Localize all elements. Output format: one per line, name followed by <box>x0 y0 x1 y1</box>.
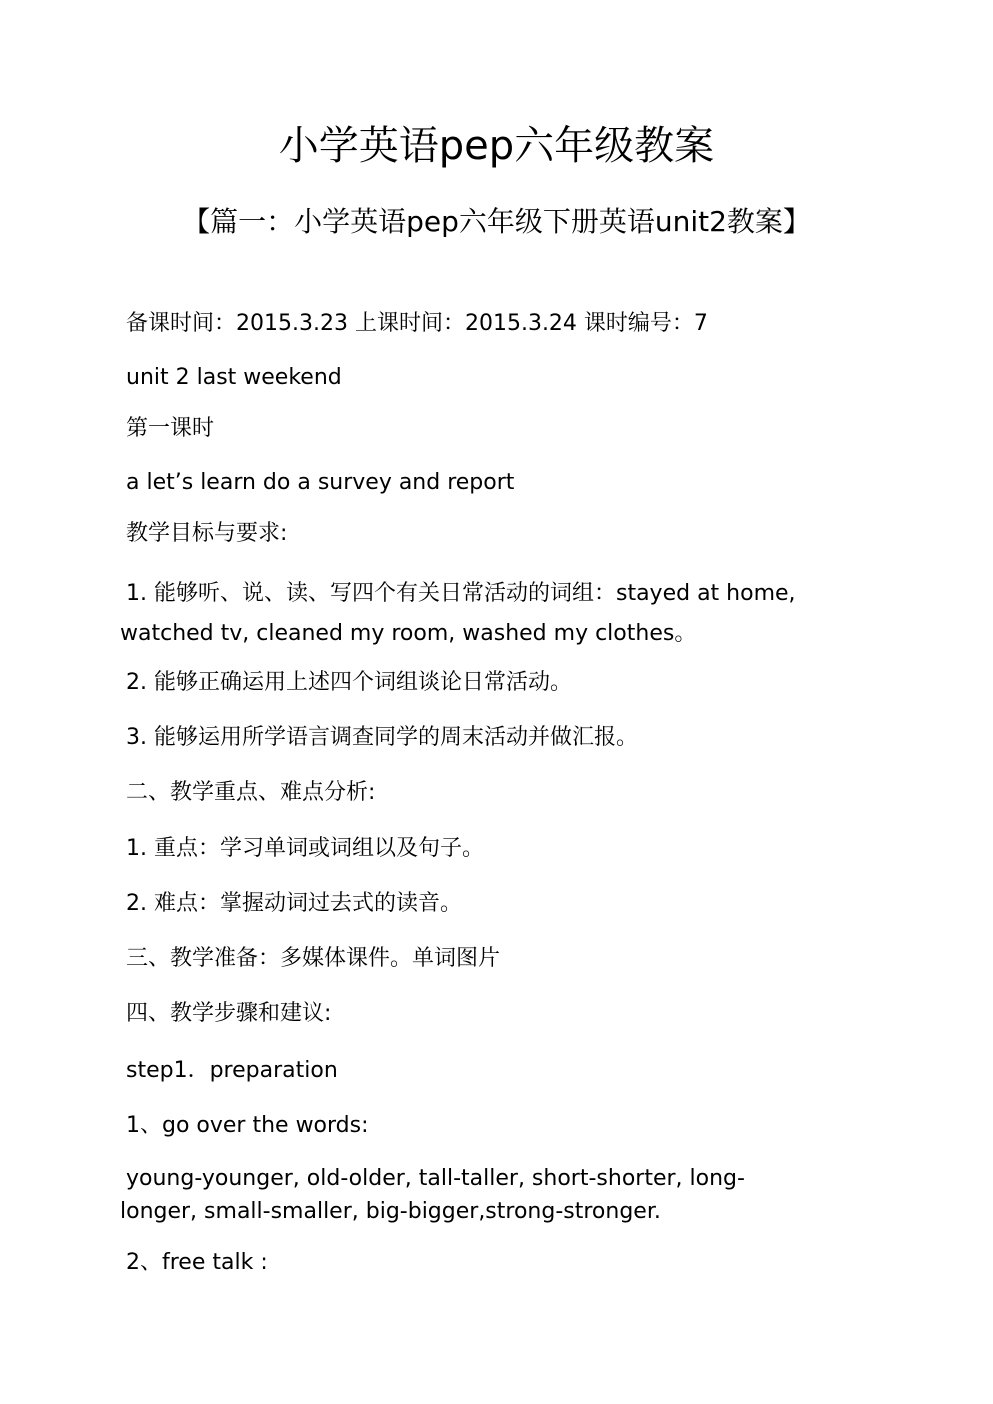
step1-line: step1．preparation <box>126 1058 338 1083</box>
go-over-line: 1、go over the words: <box>126 1113 369 1138</box>
document-title: 小学英语pep六年级教案 <box>278 123 715 169</box>
words-paragraph <box>120 1162 880 1228</box>
document-subtitle: 【篇一：小学英语pep六年级下册英语unit2教案】 <box>182 205 811 238</box>
goal-1-line-1: 1. 能够听、说、读、写四个有关日常活动的词组：stayed at home, <box>126 581 796 606</box>
lesson-line: 第一课时 <box>126 416 215 441</box>
analysis-heading: 二、教学重点、难点分析: <box>126 780 376 805</box>
goal-1-line-2: watched tv, cleaned my room, washed my clothes。 <box>120 621 697 646</box>
words-line-2: longer, small-smaller, big-bigger,strong-stronger. <box>120 1199 661 1224</box>
goals-heading: 教学目标与要求: <box>126 521 288 546</box>
preparation-line: 三、教学准备：多媒体课件。单词图片 <box>126 946 501 971</box>
unit-line: unit 2 last weekend <box>126 365 342 390</box>
goal-3: 3. 能够运用所学语言调查同学的周末活动并做汇报。 <box>126 725 638 750</box>
free-talk-line: 2、free talk : <box>126 1250 268 1275</box>
section-line: a let’s learn do a survey and report <box>126 470 515 495</box>
meta-line: 备课时间：2015.3.23 上课时间：2015.3.24 课时编号：7 <box>126 311 708 336</box>
key-point: 1. 重点：学习单词或词组以及句子。 <box>126 836 484 861</box>
goal-1-paragraph <box>120 574 880 654</box>
goal-2: 2. 能够正确运用上述四个词组谈论日常活动。 <box>126 670 572 695</box>
words-line-1: young-younger, old-older, tall-taller, short-shorter, long- <box>126 1166 745 1191</box>
steps-heading: 四、教学步骤和建议: <box>126 1001 332 1026</box>
difficult-point: 2. 难点：掌握动词过去式的读音。 <box>126 891 462 916</box>
